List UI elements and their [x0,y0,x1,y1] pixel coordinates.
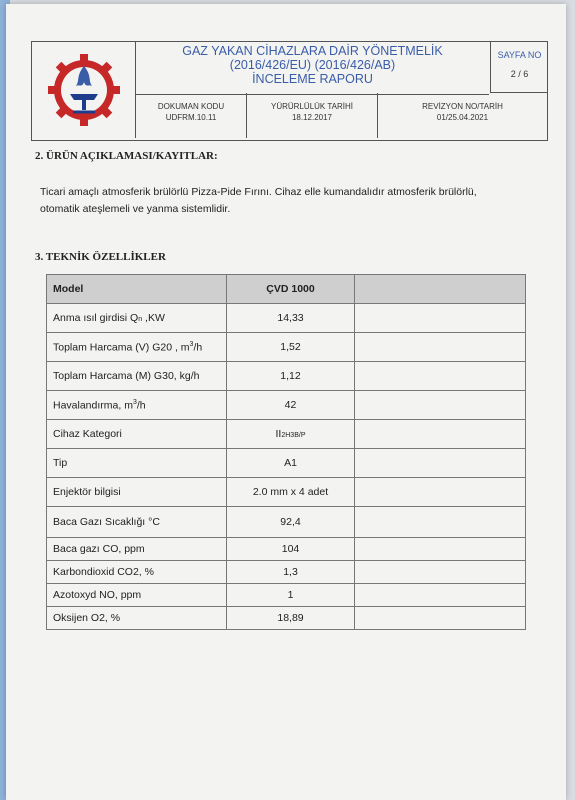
page-number-value: 2 / 6 [510,69,529,79]
row-value: 1,52 [227,333,355,362]
technical-specs-table [46,274,526,630]
row-label: Baca gazı CO, ppm [47,538,227,561]
row-value: A1 [227,449,355,478]
section-2-heading: 2. ÜRÜN AÇIKLAMASI/KAYITLAR: [35,150,218,162]
title-line-1: GAZ YAKAN CİHAZLARA DAİR YÖNETMELİK [182,44,443,58]
row-empty [355,538,526,561]
row-empty [355,333,526,362]
page-number-box [490,42,548,93]
row-value: 104 [227,538,355,561]
row-label: Baca Gazı Sıcaklığı °C [47,507,227,538]
table-row [47,391,526,420]
row-label: Azotoxyd NO, ppm [47,584,227,607]
row-value: 2.0 mm x 4 adet [227,478,355,507]
col-model-header: Model [47,275,227,304]
table-row [47,538,526,561]
row-value: 1,12 [227,362,355,391]
col-product-header: ÇVD 1000 [227,275,355,304]
row-empty [355,391,526,420]
report-title [136,42,489,95]
row-label: Cihaz Kategori [47,420,227,449]
row-value: II2H3B/P [227,420,355,449]
row-empty [355,584,526,607]
revision-label: REVİZYON NO/TARİH [422,102,503,111]
row-label: Toplam Harcama (M) G30, kg/h [47,362,227,391]
revision-cell [378,93,547,138]
table-row [47,304,526,333]
row-empty [355,478,526,507]
row-label: Oksijen O2, % [47,607,227,630]
table-row [47,561,526,584]
table-header-row [47,275,526,304]
table-row [47,449,526,478]
row-value: 14,33 [227,304,355,333]
logo [32,42,136,138]
doc-code-value: UDFRM.10.11 [165,113,217,122]
title-line-3: İNCELEME RAPORU [252,72,373,86]
table-row [47,333,526,362]
row-label: Enjektör bilgisi [47,478,227,507]
col-empty-header [355,275,526,304]
page-number-label: SAYFA NO [497,50,542,60]
table-row [47,507,526,538]
row-value: 42 [227,391,355,420]
row-empty [355,607,526,630]
section-3-heading: 3. TEKNİK ÖZELLİKLER [35,251,166,263]
row-empty [355,362,526,391]
row-label: Toplam Harcama (V) G20 , $m^3/h$ [47,333,227,362]
doc-code-label: DOKUMAN KODU [157,102,225,111]
row-empty [355,561,526,584]
row-empty [355,304,526,333]
row-value: 18,89 [227,607,355,630]
effective-date-value: 18.12.2017 [291,113,333,122]
effective-date-label: YÜRÜRLÜLÜK TARİHİ [271,102,353,111]
row-empty [355,449,526,478]
table-row [47,362,526,391]
table-row [47,584,526,607]
row-label: Anma ısıl girdisi Qn ,KW [47,304,227,333]
product-description: Ticari amaçlı atmosferik brülörlü Pizza-Pide Fırını. Cihaz elle kumandalıdır atmosferik brülörlü, otomatik ateşlemeli ve yanma sistemlidir. [40,186,477,215]
row-label: Tip [47,449,227,478]
gear-flame-logo-icon [46,52,122,128]
row-value: 92,4 [227,507,355,538]
document-page [6,4,566,800]
row-empty [355,507,526,538]
row-value: 1 [227,584,355,607]
report-header [31,41,548,141]
row-empty [355,420,526,449]
row-label: Karbondioxid CO2, % [47,561,227,584]
table-row [47,420,526,449]
row-value: 1,3 [227,561,355,584]
effective-date-cell [247,93,378,138]
table-row [47,478,526,507]
revision-value: 01/25.04.2021 [436,113,489,122]
title-line-2: (2016/426/EU) (2016/426/AB) [229,58,396,72]
row-label: Havalandırma, $m^3/h$ [47,391,227,420]
table-row [47,607,526,630]
doc-code-cell [136,93,247,138]
